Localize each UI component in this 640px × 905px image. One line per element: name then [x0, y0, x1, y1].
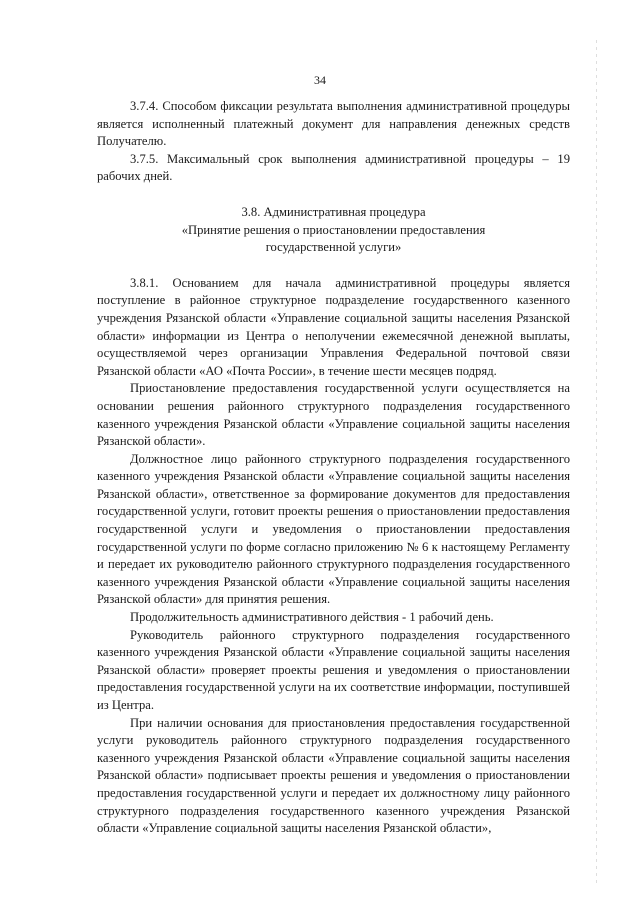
heading-line-3: государственной услуги» — [265, 240, 402, 255]
document-body — [97, 98, 570, 838]
paragraph-head-signs: При наличии основания для приостановления предоставления государственной услуги руководитель районного структурного подразделения государственного казенного учреждения Рязанской области «Управление социальной защиты населения Рязанской области» подписывает проекты решения и уведомления о приостановлении предоставления государственной услуги и передает их должностному лицу районного структурного подразделения государственного казенного учреждения Рязанской области «Управление социальной защиты населения Рязанской области», — [97, 715, 570, 836]
paragraph-head-checks: Руководитель районного структурного подразделения государственного казенного учреждения Рязанской области «Управление социальной защиты населения Рязанской области» проверяет проекты решения и уведомления о приостановлении предоставления государственной услуги на их соответствие информации, поступившей из Центра. — [97, 627, 570, 712]
paragraph-suspension-basis: Приостановление предоставления государственной услуги осуществляется на основании решения районного структурного подразделения государственного казенного учреждения Рязанской области «Управление социальной защиты населения Рязанской области». — [97, 381, 570, 449]
heading-line-2: «Принятие решения о приостановлении предоставления — [181, 222, 486, 237]
paragraph-duration: Продолжительность административного действия - 1 рабочий день. — [130, 610, 494, 625]
paragraph-official-prepares: Должностное лицо районного структурного подразделения государственного казенного учреждения Рязанской области «Управление социальной защиты населения Рязанской области», ответственное за формирование документов для предоставления государственной услуги, готовит проекты решения о приостановлении предоставления государственной услуги и уведомления о приостановлении предоставления государственной услуги по форме согласно приложению № 6 к настоящему Регламенту и передает их руководителю районного структурного подразделения государственного казенного учреждения Рязанской области «Управление социальной защиты населения Рязанской области» для принятия решения. — [97, 451, 570, 607]
paragraph-3-8-1: 3.8.1. Основанием для начала административной процедуры является поступление в районное структурное подразделение государственного казенного учреждения Рязанской области «Управление социальной защиты населения Рязанской области» информации из Центра о неполучении ежемесячной денежной выплаты, осуществляемой через организации Управления Федеральной почтовой связи Рязанской области «АО «Почта России», в течение шести месяцев подряд. — [97, 275, 570, 378]
scan-margin-line — [596, 40, 597, 885]
page-number: 34 — [314, 73, 326, 87]
paragraph-3-7-4: 3.7.4. Способом фиксации результата выполнения административной процедуры является исполненный платежный документ для направления денежных средств Получателю. — [97, 99, 570, 149]
paragraph-3-7-5: 3.7.5. Максимальный срок выполнения административной процедуры – 19 рабочих дней. — [97, 151, 570, 184]
section-heading — [97, 204, 570, 257]
heading-line-1: 3.8. Административная процедура — [241, 204, 426, 219]
